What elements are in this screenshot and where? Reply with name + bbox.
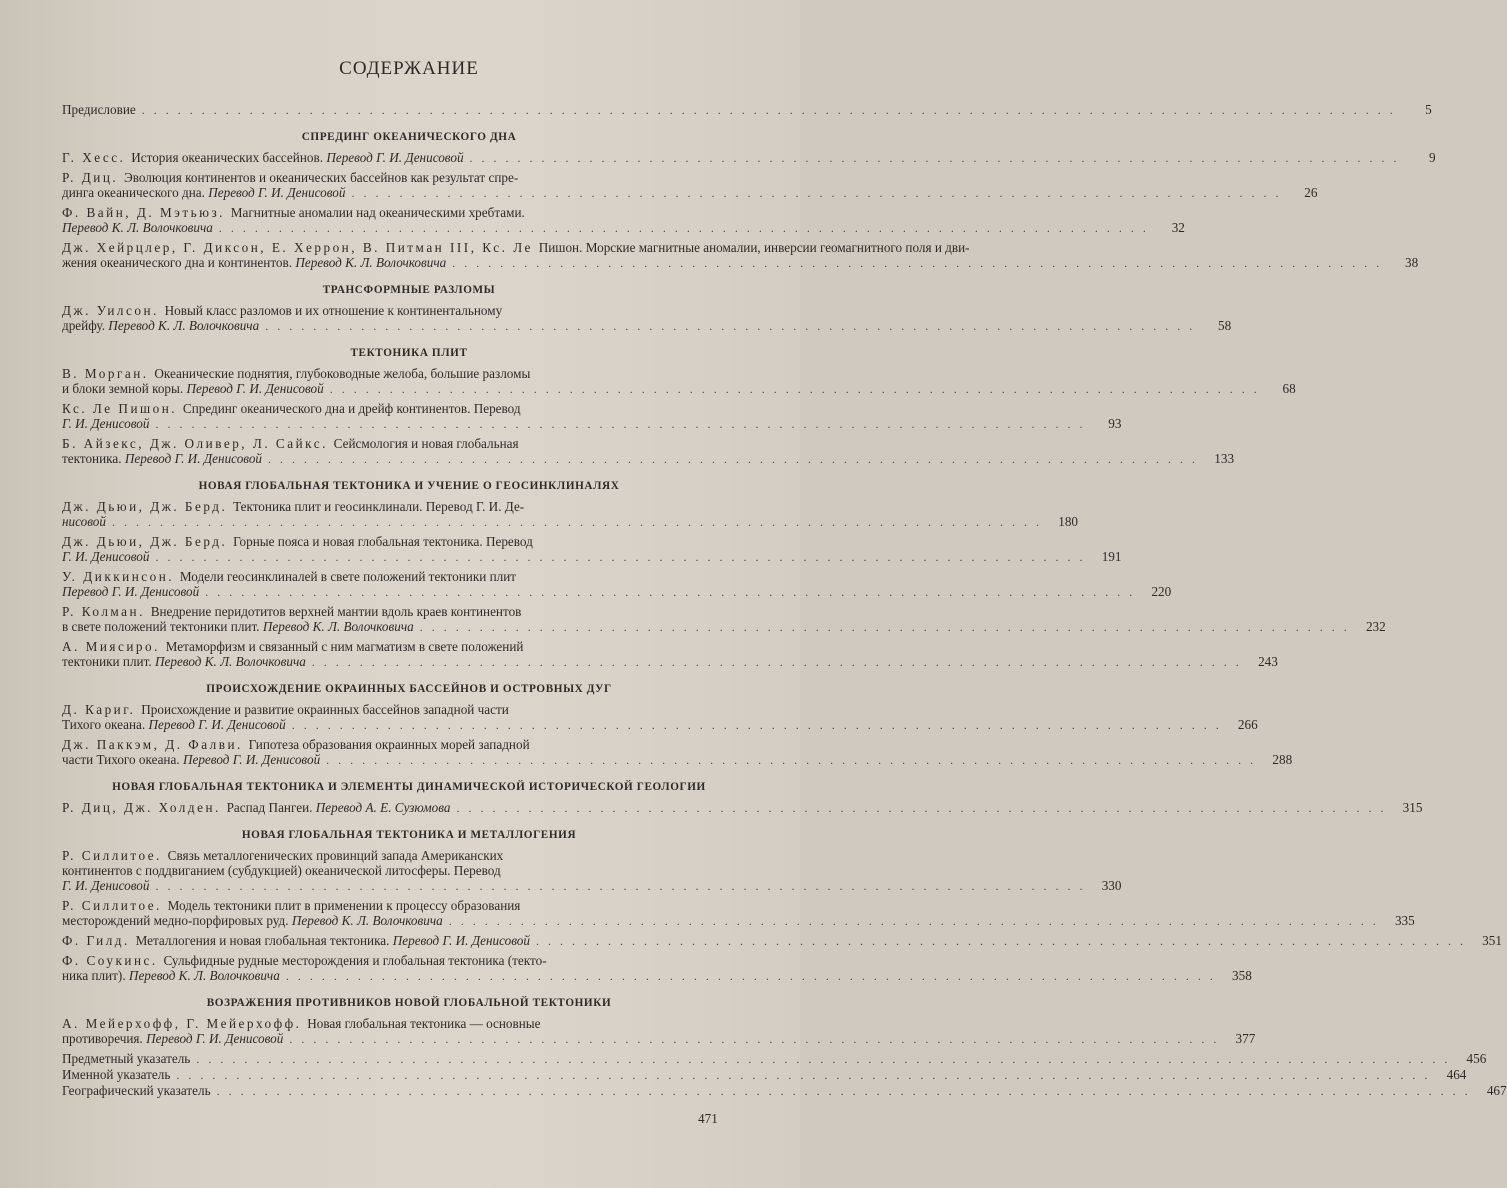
entry-author: Б. Айзекс, Дж. Оливер, Л. Сайкс. <box>62 436 334 451</box>
entry-tail <box>62 220 213 235</box>
translator: Перевод Г. И. Денисовой <box>326 150 464 165</box>
entry-tail-line <box>62 381 1296 397</box>
preface-label: Предисловие <box>62 102 136 117</box>
entry-author: В. Морган. <box>62 366 155 381</box>
entry-text: Новая глобальная тектоника — основные <box>307 1016 541 1031</box>
toc-entry <box>62 639 1278 670</box>
entry-text: в свете положений тектоники плит. <box>62 619 263 634</box>
section-heading: ПРОИСХОЖДЕНИЕ ОКРАИННЫХ БАССЕЙНОВ И ОСТРОВНЫХ ДУГ <box>206 683 612 695</box>
entry-tail-line <box>62 968 1252 984</box>
entry-line <box>62 499 720 514</box>
entry-line <box>62 604 720 619</box>
entry-text: Внедрение перидотитов верхней мантии вдоль краев континентов <box>150 604 522 619</box>
toc-entry <box>62 303 1232 334</box>
entry-text: тектоники плит. <box>62 654 155 669</box>
translator: Г. И. Денисовой <box>62 416 150 431</box>
toc-entry <box>62 240 1419 271</box>
entry-author: Д. Кариг. <box>62 702 142 717</box>
index-label: Географический указатель <box>62 1083 211 1098</box>
toc-entry <box>62 848 1122 894</box>
entry-line <box>62 366 720 381</box>
page-number: 330 <box>1101 878 1122 893</box>
toc-entry <box>62 534 1122 565</box>
entry-text: Спрединг океанического дна и дрейф континентов. Перевод <box>182 401 521 416</box>
dot-leader <box>292 718 1222 733</box>
entry-text: Модель тектоники плит в применении к процессу образования <box>167 898 521 913</box>
entry-line <box>62 401 720 416</box>
page-number: 220 <box>1151 584 1172 599</box>
entry-tail-line <box>62 220 1185 236</box>
entry-author: А. Мейерхофф, Г. Мейерхофф. <box>62 1016 308 1031</box>
entry-text: Метаморфизм и связанный с ним магматизм в свете положений <box>165 639 524 654</box>
toc-entry <box>62 170 1318 201</box>
page-number: 464 <box>1446 1067 1467 1082</box>
entry-tail-line <box>62 451 1235 467</box>
page-number: 232 <box>1365 619 1386 634</box>
page-number: 68 <box>1282 381 1296 396</box>
entry-author: Дж. Уилсон. <box>62 303 165 318</box>
entry-tail-line <box>62 416 1122 432</box>
entry-text: тектоника. <box>62 451 125 466</box>
toc-entry <box>62 933 1502 949</box>
entry-tail <box>62 549 149 564</box>
page-number: 26 <box>1304 185 1318 200</box>
translator: Перевод Г. И. Денисовой <box>208 185 346 200</box>
entry-text: противоречия. <box>62 1031 147 1046</box>
entry-line <box>62 898 720 913</box>
translator: Перевод К. Л. Волочковича <box>291 913 443 928</box>
page-number: 456 <box>1466 1051 1487 1066</box>
entry-text: Тихого океана. <box>62 717 149 732</box>
entry-text: Гипотеза образования окраинных морей западной <box>248 737 530 752</box>
entry-text: Металлогения и новая глобальная тектоника. <box>135 933 393 948</box>
entry-line: континентов с поддвиганием (субдукцией) океанической литосферы. Перевод <box>62 863 501 878</box>
page-number: 266 <box>1237 717 1258 732</box>
toc-entry <box>62 436 1235 467</box>
page-number: 58 <box>1218 318 1232 333</box>
dot-leader <box>312 655 1242 670</box>
dot-leader <box>330 382 1260 397</box>
last-page-number: 471 <box>698 1111 718 1126</box>
translator: Перевод Г. И. Денисовой <box>392 933 530 948</box>
entry-line <box>62 170 720 185</box>
entry-tail <box>62 654 306 669</box>
dot-leader <box>351 186 1281 201</box>
entry-tail-line <box>62 717 1258 733</box>
dot-leader <box>219 221 1149 236</box>
entry-author: А. Миясиро. <box>62 639 166 654</box>
entry-tail-line <box>62 185 1318 201</box>
page-number: 5 <box>1425 102 1432 117</box>
toc-entry <box>62 737 1293 768</box>
entry-tail <box>62 150 464 165</box>
entry-author: Дж. Хейрцлер, Г. Диксон, Е. Херрон, В. Питман III, Кс. Ле <box>62 240 539 255</box>
entry-line <box>62 1016 720 1031</box>
page-number: 243 <box>1258 654 1278 669</box>
section-heading: СПРЕДИНГ ОКЕАНИЧЕСКОГО ДНА <box>301 131 517 143</box>
dot-leader <box>286 969 1216 984</box>
entry-text: Пишон. Морские магнитные аномалии, инверсии геомагнитного поля и дви- <box>538 240 970 255</box>
entry-tail <box>62 318 259 333</box>
page-number: 93 <box>1108 416 1122 431</box>
toc-entry <box>62 800 1423 816</box>
dot-leader <box>456 801 1386 816</box>
entry-tail <box>62 752 320 767</box>
entry-tail <box>62 416 149 431</box>
dot-leader <box>326 753 1256 768</box>
entry-tail-line <box>62 913 1415 929</box>
dot-leader <box>155 417 1085 432</box>
page-number: 351 <box>1482 933 1502 948</box>
toc-sections <box>62 130 1502 1047</box>
entry-text: Происхождение и развитие окраинных бассейнов западной части <box>141 702 509 717</box>
entry-text: части Тихого океана. <box>62 752 183 767</box>
entry-author: Дж. Паккэм, Д. Фалви. <box>62 737 249 752</box>
entry-tail-line <box>62 150 1436 166</box>
translator: Перевод К. Л. Волочковича <box>128 968 280 983</box>
section-heading: НОВАЯ ГЛОБАЛЬНАЯ ТЕКТОНИКА И УЧЕНИЕ О ГЕОСИНКЛИНАЛЯХ <box>198 480 620 492</box>
entry-text: динга океанического дна. <box>62 185 209 200</box>
entry-tail <box>62 717 286 732</box>
entry-author: Р. Колман. <box>62 604 151 619</box>
section-heading: НОВАЯ ГЛОБАЛЬНАЯ ТЕКТОНИКА И МЕТАЛЛОГЕНИЯ <box>241 829 577 841</box>
page-number: 377 <box>1235 1031 1256 1046</box>
entry-author: Кс. Ле Пишон. <box>62 401 183 416</box>
entry-line <box>62 639 720 654</box>
dot-leader <box>112 515 1042 530</box>
translator: Перевод А. Е. Сузюмова <box>315 800 451 815</box>
toc-entry <box>62 953 1252 984</box>
page-number: 133 <box>1214 451 1235 466</box>
page-number: 467 <box>1486 1083 1507 1098</box>
dot-leader <box>155 879 1085 894</box>
entry-author: У. Диккинсон. <box>62 569 180 584</box>
entry-author: Ф. Соукинс. <box>62 953 164 968</box>
entry-line <box>62 436 720 451</box>
entry-tail <box>62 800 450 815</box>
entry-tail-line <box>62 933 1502 949</box>
page-title: СОДЕРЖАНИЕ <box>339 58 479 79</box>
index-line <box>62 1051 1487 1067</box>
toc-entry <box>62 1016 1256 1047</box>
index-label: Именной указатель <box>62 1067 171 1082</box>
dot-leader <box>176 1068 1430 1083</box>
entry-tail-line <box>62 549 1122 565</box>
dot-leader <box>265 319 1195 334</box>
translator: Г. И. Денисовой <box>62 549 150 564</box>
entry-tail <box>62 185 345 200</box>
dot-leader <box>452 256 1382 271</box>
translator: Перевод К. Л. Волочковича <box>62 220 213 235</box>
entry-tail-line <box>62 619 1386 635</box>
entry-author: Дж. Дьюи, Дж. Берд. <box>62 534 234 549</box>
dot-leader <box>268 452 1198 467</box>
entry-text: Сейсмология и новая глобальная <box>333 436 519 451</box>
entry-line <box>62 953 720 968</box>
entry-author: Р. Диц. <box>62 170 124 185</box>
entry-line <box>62 303 720 318</box>
entry-line <box>62 848 720 863</box>
entry-tail <box>62 381 324 396</box>
entry-text: Новый класс разломов и их отношение к континентальному <box>164 303 503 318</box>
entry-tail <box>62 933 530 948</box>
page-number: 335 <box>1394 913 1415 928</box>
toc-entry <box>62 401 1122 432</box>
dot-leader <box>536 934 1466 949</box>
translator: Перевод Г. И. Денисовой <box>148 717 286 732</box>
entry-tail-line <box>62 255 1419 271</box>
entry-text: месторождений медно-порфировых руд. <box>62 913 292 928</box>
translator: Перевод Г. И. Денисовой <box>186 381 324 396</box>
page-number: 32 <box>1171 220 1185 235</box>
entry-tail-line <box>62 800 1423 816</box>
entry-line <box>62 737 720 752</box>
translator: Перевод К. Л. Волочковича <box>295 255 447 270</box>
section-heading: ВОЗРАЖЕНИЯ ПРОТИВНИКОВ НОВОЙ ГЛОБАЛЬНОЙ ТЕКТОНИКИ <box>206 997 612 1009</box>
entry-tail-line <box>62 1031 1256 1047</box>
entry-line <box>62 534 720 549</box>
entry-author: Ф. Вайн, Д. Мэтьюз. <box>62 205 231 220</box>
entry-author: Ф. Гилд. <box>62 933 136 948</box>
entry-tail <box>62 514 106 529</box>
dot-leader <box>470 151 1400 166</box>
entry-tail <box>62 451 262 466</box>
translator: Перевод К. Л. Волочковича <box>262 619 414 634</box>
entry-text: дрейфу. <box>62 318 109 333</box>
translator: Перевод К. Л. Волочковича <box>108 318 260 333</box>
dot-leader <box>142 103 1396 118</box>
entry-text: Модели геосинклиналей в свете положений тектоники плит <box>179 569 517 584</box>
entry-text: жения океанического дна и континентов. <box>62 255 296 270</box>
index-label: Предметный указатель <box>62 1051 191 1066</box>
page-number: 9 <box>1428 150 1436 165</box>
translator: нисовой <box>62 514 106 529</box>
entry-line <box>62 569 720 584</box>
page-number: 315 <box>1402 800 1423 815</box>
page-number: 38 <box>1405 255 1419 270</box>
entry-text: ника плит). <box>62 968 129 983</box>
entry-tail <box>62 255 446 270</box>
translator: Г. И. Денисовой <box>62 878 150 893</box>
dot-leader <box>289 1032 1219 1047</box>
entry-tail-line <box>62 654 1278 670</box>
entry-text: Горные пояса и новая глобальная тектоника. Перевод <box>233 534 533 549</box>
entry-text: Эволюция континентов и океанических бассейнов как результат спре- <box>123 170 519 185</box>
toc-entry <box>62 366 1296 397</box>
section-heading: НОВАЯ ГЛОБАЛЬНАЯ ТЕКТОНИКА И ЭЛЕМЕНТЫ ДИНАМИЧЕСКОЙ ИСТОРИЧЕСКОЙ ГЕОЛОГИИ <box>112 781 706 793</box>
entry-line <box>62 702 720 717</box>
dot-leader <box>217 1084 1471 1099</box>
toc-entry <box>62 569 1172 600</box>
entry-tail-line <box>62 584 1172 600</box>
entry-tail-line <box>62 878 1122 894</box>
entry-text: и блоки земной коры. <box>62 381 187 396</box>
entry-author: Р. Силлитое. <box>62 848 168 863</box>
entry-tail <box>62 619 414 634</box>
index-line <box>62 1083 1507 1099</box>
entry-text: Тектоника плит и геосинклинали. Перевод Г. И. Де- <box>233 499 525 514</box>
toc-entry <box>62 702 1258 733</box>
dot-leader <box>420 620 1350 635</box>
entry-author: Дж. Дьюи, Дж. Берд. <box>62 499 234 514</box>
entry-line <box>62 205 720 220</box>
entry-tail-line <box>62 318 1232 334</box>
entry-text: Сульфидные рудные месторождения и глобальная тектоника (текто- <box>163 953 547 968</box>
index-list <box>62 1051 1507 1099</box>
page-number: 288 <box>1272 752 1293 767</box>
section-heading: ТРАНСФОРМНЫЕ РАЗЛОМЫ <box>322 284 496 296</box>
dot-leader <box>196 1052 1450 1067</box>
dot-leader <box>155 550 1085 565</box>
dot-leader <box>205 585 1135 600</box>
preface-line <box>62 102 1432 118</box>
toc-entry <box>62 205 1185 236</box>
entry-tail <box>62 878 149 893</box>
translator: Перевод К. Л. Волочковича <box>154 654 306 669</box>
index-line <box>62 1067 1467 1083</box>
toc-entry <box>62 499 1078 530</box>
entry-text: Океанические поднятия, глубоководные желоба, большие разломы <box>154 366 531 381</box>
dot-leader <box>449 914 1379 929</box>
entry-text: Магнитные аномалии над океаническими хребтами. <box>230 205 525 220</box>
page-number: 358 <box>1232 968 1252 983</box>
entry-tail <box>62 1031 283 1046</box>
entry-tail <box>62 584 199 599</box>
translator: Перевод Г. И. Денисовой <box>124 451 263 466</box>
toc-entry <box>62 898 1415 929</box>
entry-tail <box>62 913 443 928</box>
entry-author: Р. Диц, Дж. Холден. <box>62 800 227 815</box>
toc-entry <box>62 604 1386 635</box>
entry-line <box>62 240 970 255</box>
page-number: 180 <box>1058 514 1078 529</box>
page-number: 191 <box>1101 549 1122 564</box>
translator: Перевод Г. И. Денисовой <box>62 584 200 599</box>
entry-text: Распад Пангеи. <box>226 800 316 815</box>
entry-tail-line <box>62 752 1293 768</box>
toc-entry <box>62 150 1436 166</box>
entry-author: Р. Силлитое. <box>62 898 168 913</box>
translator: Перевод Г. И. Денисовой <box>146 1031 284 1046</box>
entry-author: Г. Хесс. <box>62 150 132 165</box>
entry-tail-line <box>62 514 1078 530</box>
translator: Перевод Г. И. Денисовой <box>182 752 321 767</box>
section-heading: ТЕКТОНИКА ПЛИТ <box>350 347 468 359</box>
entry-text: История океанических бассейнов. <box>131 150 327 165</box>
entry-tail <box>62 968 280 983</box>
entry-text: Связь металлогенических провинций запада Американских <box>167 848 504 863</box>
